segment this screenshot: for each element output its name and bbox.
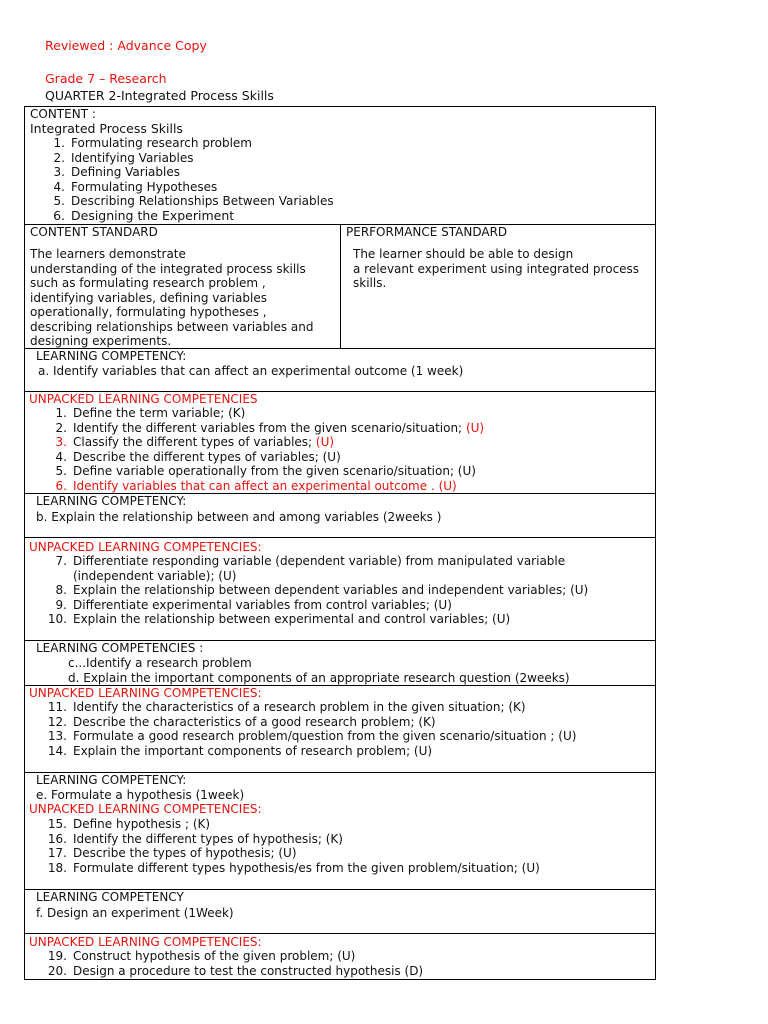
list-item: 8. Explain the relationship between dependent variables and independent variables; (U) <box>55 583 589 597</box>
unpacked-list <box>47 554 589 627</box>
list-item: 5. Describing Relationships Between Variables <box>53 194 334 208</box>
competency-heading: LEARNING COMPETENCY <box>36 890 184 904</box>
list-item: 3. Classify the different types of variables; (U) <box>55 435 335 449</box>
competency-c-text: c...Identify a research problem <box>68 656 252 670</box>
competency-text: b. Explain the relationship between and among variables (2weeks ) <box>36 510 442 524</box>
competency-f-section <box>24 889 656 934</box>
list-item: 5. Define variable operationally from the given scenario/situation; (U) <box>55 464 476 478</box>
competency-a-section <box>24 348 656 392</box>
list-item: 20. Design a procedure to test the constructed hypothesis (D) <box>47 963 424 978</box>
list-item: 18. Formulate different types hypothesis/es from the given problem/situation; (U) <box>47 860 540 875</box>
unpacked-list <box>47 949 424 978</box>
performance-standard-heading: PERFORMANCE STANDARD <box>346 225 508 239</box>
competency-heading: LEARNING COMPETENCIES : <box>36 641 204 655</box>
content-standard-heading: CONTENT STANDARD <box>30 225 158 239</box>
unpacked-list <box>47 817 540 875</box>
content-title: Integrated Process Skills <box>30 121 183 136</box>
competency-heading: LEARNING COMPETENCY: <box>36 773 187 787</box>
competency-heading: LEARNING COMPETENCY: <box>36 494 187 508</box>
list-item: (independent variable); (U) <box>73 568 237 583</box>
unpacked-heading: UNPACKED LEARNING COMPETENCIES: <box>29 540 262 554</box>
list-item: 1. Formulating research problem <box>53 136 252 150</box>
unpacked-list <box>47 700 577 758</box>
unpacked-5-section <box>24 933 656 980</box>
competency-text: e. Formulate a hypothesis (1week) <box>36 788 245 802</box>
quarter-title: QUARTER 2-Integrated Process Skills <box>45 88 274 103</box>
unpacked-heading: UNPACKED LEARNING COMPETENCIES <box>29 392 258 406</box>
competency-cd-section <box>24 640 656 686</box>
list-item: 4. Formulating Hypotheses <box>53 179 218 194</box>
list-item: 6. Identify variables that can affect an experimental outcome . (U) <box>55 478 457 493</box>
list-item: 17. Describe the types of hypothesis; (U) <box>47 846 297 860</box>
unpacked-list <box>55 406 485 493</box>
list-item: 11. Identify the characteristics of a research problem in the given situation; (K) <box>47 700 526 714</box>
content-section <box>24 106 656 225</box>
unpacked-3-section <box>24 685 656 773</box>
content-label: CONTENT : <box>30 107 96 121</box>
competency-b-section <box>24 493 656 538</box>
list-item: 2. Identify the different variables from the given scenario/situation; (U) <box>55 420 485 435</box>
list-item: 15. Define hypothesis ; (K) <box>47 817 211 831</box>
standards-section <box>24 224 656 349</box>
list-item: 16. Identify the different types of hypothesis; (K) <box>47 831 343 846</box>
list-item: 12. Describe the characteristics of a good research problem; (K) <box>47 714 436 729</box>
competency-e-section <box>24 772 656 890</box>
list-item: 2. Identifying Variables <box>53 150 194 165</box>
competency-text: f. Design an experiment (1Week) <box>36 906 234 920</box>
unpacked-heading: UNPACKED LEARNING COMPETENCIES: <box>29 802 262 816</box>
competency-d-text: d. Explain the important components of an appropriate research question (2weeks) <box>68 671 570 685</box>
competency-text: a. Identify variables that can affect an experimental outcome (1 week) <box>38 364 464 378</box>
grade-title: Grade 7 – Research <box>45 71 167 86</box>
unpacked-heading: UNPACKED LEARNING COMPETENCIES: <box>29 935 262 949</box>
list-item: 3. Defining Variables <box>53 165 180 179</box>
performance-standard-text: The learner should be able to design a relevant experiment using integrated process skills. <box>353 247 640 290</box>
list-item: 4. Describe the different types of variables; (U) <box>55 449 341 464</box>
list-item: 6. Designing the Experiment <box>53 207 235 223</box>
list-item: 9. Differentiate experimental variables from control variables; (U) <box>55 597 452 612</box>
content-list <box>53 136 334 223</box>
list-item: 1. Define the term variable; (K) <box>55 406 246 420</box>
reviewed-label: Reviewed : Advance Copy <box>45 38 207 53</box>
list-item: 14. Explain the important components of research problem; (U) <box>47 743 433 758</box>
list-item: 13. Formulate a good research problem/question from the given scenario/situation ; (U) <box>47 729 577 743</box>
unpacked-heading: UNPACKED LEARNING COMPETENCIES: <box>29 686 262 700</box>
content-standard-text: The learners demonstrate understanding of the integrated process skills such as formulating research problem , identifying variables, defining variables operationally, formulating hypotheses , describing relationships between variables and designing experiments. <box>30 247 314 348</box>
unpacked-1-section <box>24 391 656 494</box>
unpacked-2-section <box>24 537 656 641</box>
list-item: 19. Construct hypothesis of the given problem; (U) <box>47 949 356 963</box>
column-divider <box>340 225 341 348</box>
list-item: 7. Differentiate responding variable (dependent variable) from manipulated variable <box>55 554 566 568</box>
competency-heading: LEARNING COMPETENCY: <box>36 349 187 363</box>
list-item: 10. Explain the relationship between experimental and control variables; (U) <box>47 612 511 626</box>
